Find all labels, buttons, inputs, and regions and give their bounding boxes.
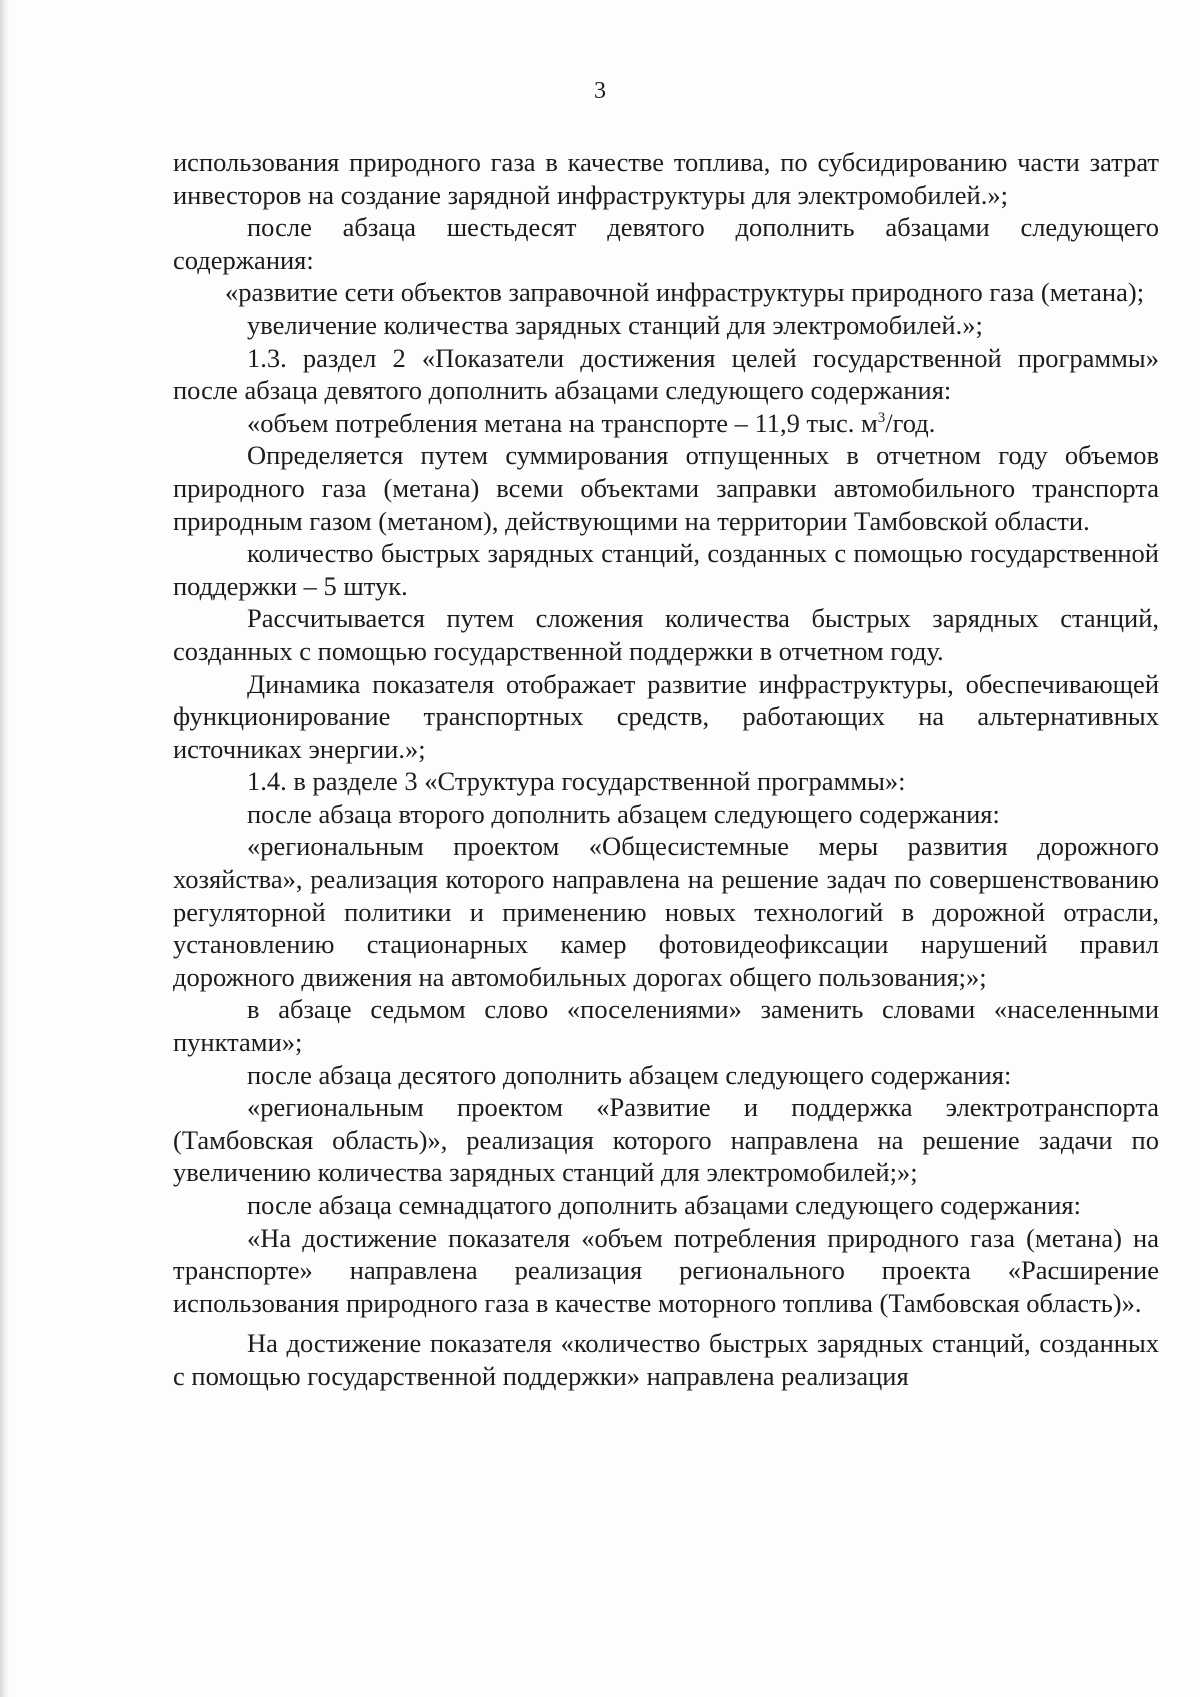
paragraph: «региональным проектом «Развитие и поддержка электротранспорта (Тамбовская область)», реализация которого направлена на решение задачи по увеличению количества зарядных станций для электромобилей;»;	[173, 1092, 1159, 1188]
paragraph: использования природного газа в качестве топлива, по субсидированию части затрат инвесторов на создание зарядной инфраструктуры для электромобилей.»;	[173, 147, 1159, 210]
document-body	[173, 146, 1159, 1393]
paragraph: На достижение показателя «количество быстрых зарядных станций, созданных с помощью государственной поддержки» направлена реализация	[173, 1328, 1159, 1391]
paragraph: Определяется путем суммирования отпущенных в отчетном году объемов природного газа (метана) всеми объектами заправки автомобильного транспорта природным газом (метаном), действующими на территории Тамбовской области.	[173, 440, 1159, 536]
paragraph: Рассчитывается путем сложения количества быстрых зарядных станций, созданных с помощью государственной поддержки в отчетном году.	[173, 603, 1159, 666]
paragraph: увеличение количества зарядных станций для электромобилей.»;	[247, 309, 983, 340]
scan-edge-shadow	[0, 0, 10, 1697]
paragraph: после абзаца семнадцатого дополнить абзацами следующего содержания:	[247, 1190, 1081, 1220]
paragraph: в абзаце седьмом слово «поселениями» заменить словами «населенными пунктами»;	[173, 994, 1159, 1058]
paragraph: 1.4. в разделе 3 «Структура государственной программы»:	[247, 766, 906, 797]
paragraph: «На достижение показателя «объем потребления природного газа (метана) на транспорте» направлена реализация регионального проекта «Расширение использования природного газа в качестве моторного топлива (Тамбовская область)».	[173, 1222, 1159, 1318]
paragraph: после абзаца десятого дополнить абзацем следующего содержания:	[247, 1059, 1012, 1090]
paragraph: «объем потребления метана на транспорте – 11,9 тыс. $м^3$/год.	[247, 407, 936, 438]
paragraph: «развитие сети объектов заправочной инфраструктуры природного газа (метана);	[225, 277, 1145, 308]
page-number: 3	[594, 78, 606, 104]
paragraph: Динамика показателя отображает развитие инфраструктуры, обеспечивающей функционирование транспортных средств, работающих на альтернативных источниках энергии.»;	[173, 668, 1159, 764]
paragraph: после абзаца второго дополнить абзацем следующего содержания:	[247, 798, 1000, 829]
paragraph: 1.3. раздел 2 «Показатели достижения целей государственной программы» после абзаца девятого дополнить абзацами следующего содержания:	[173, 342, 1159, 406]
paragraph: «региональным проектом «Общесистемные меры развития дорожного хозяйства», реализация которого направлена на решение задач по совершенствованию регуляторной политики и применению новых технологий в дорожной отрасли, установлению стационарных камер фотовидеофиксации нарушений правил дорожного движения на автомобильных дорогах общего пользования;»;	[173, 831, 1159, 992]
superscript: 3	[877, 409, 886, 426]
paragraph: количество быстрых зарядных станций, созданных с помощью государственной поддержки – 5 штук.	[173, 538, 1159, 601]
paragraph: после абзаца шестьдесят девятого дополнить абзацами следующего содержания:	[173, 212, 1159, 275]
